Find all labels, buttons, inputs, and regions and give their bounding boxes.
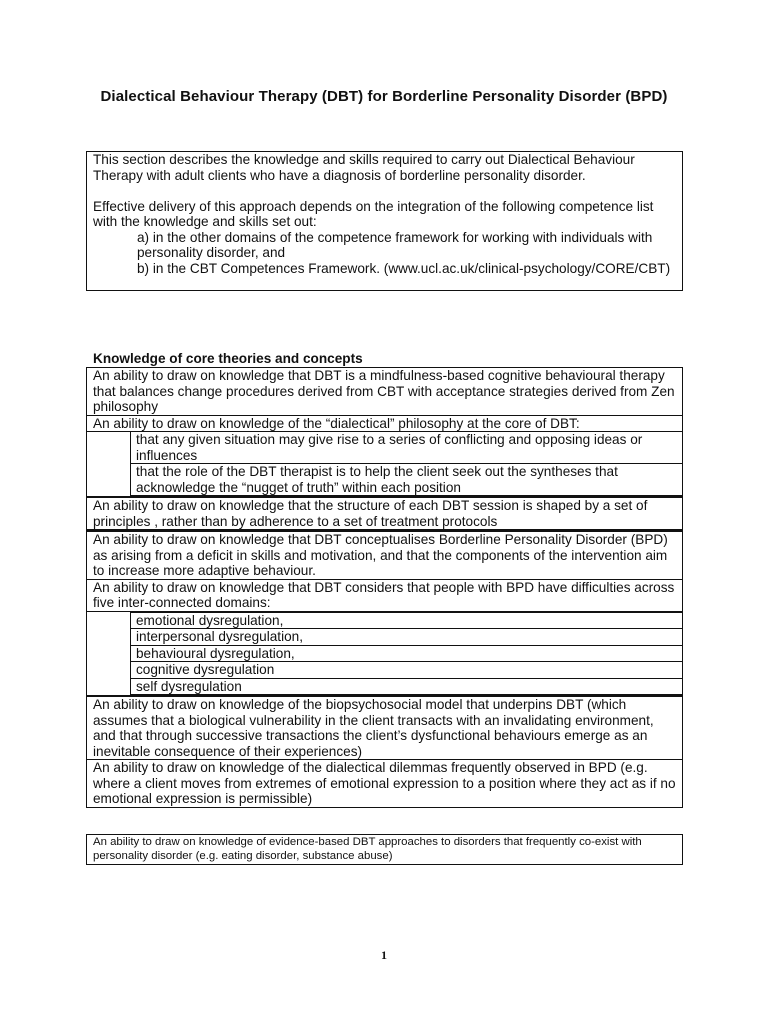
sub-item: cognitive dysregulation (130, 662, 683, 679)
document-title: Dialectical Behaviour Therapy (DBT) for Borderline Personality Disorder (BPD) (100, 88, 668, 105)
competence-row: An ability to draw on knowledge that DBT conceptualises Borderline Personality Disorder (BPD) as arising from a deficit in skills and motivation, and that the components of the intervention aim to increase more adaptive behaviour. (86, 530, 683, 580)
sub-item: emotional dysregulation, (130, 612, 683, 630)
competence-row: An ability to draw on knowledge of the dialectical dilemmas frequently observed in BPD (e.g. where a client moves from extremes of emotional expression to a position where they act as if no emotional expression is permissible) (86, 760, 683, 808)
dialectical-sublist (86, 432, 683, 496)
competence-table (86, 367, 683, 808)
spacer (93, 183, 676, 199)
sub-item: that any given situation may give rise to a series of conflicting and opposing ideas or influences (130, 432, 683, 464)
evidence-based-box: An ability to draw on knowledge of evidence-based DBT approaches to disorders that frequently co-exist with personality disorder (e.g. eating disorder, substance abuse) (86, 834, 683, 865)
indent-cell (86, 612, 130, 696)
competence-row: An ability to draw on knowledge that DBT considers that people with BPD have difficulties across five inter-connected domains: (86, 580, 683, 612)
intro-box (86, 151, 683, 291)
sub-item: that the role of the DBT therapist is to help the client seek out the syntheses that acknowledge the “nugget of truth” within each position (130, 464, 683, 496)
section-heading: Knowledge of core theories and concepts (93, 351, 363, 366)
intro-item-a: a) in the other domains of the competence framework for working with individuals with personality disorder, and (137, 229, 653, 260)
competence-row: An ability to draw on knowledge that the structure of each DBT session is shaped by a set of principles , rather than by adherence to a set of treatment protocols (86, 496, 683, 530)
intro-integration: Effective delivery of this approach depends on the integration of the following competence list with the knowledge and skills set out: (93, 198, 654, 229)
competence-row: An ability to draw on knowledge of the “dialectical” philosophy at the core of DBT: (86, 416, 683, 433)
indent-cell (86, 432, 130, 496)
intro-item-b: b) in the CBT Competences Framework. (www.ucl.ac.uk/clinical-psychology/CORE/CBT) (137, 260, 671, 276)
sub-item: self dysregulation (130, 679, 683, 696)
page-number: 1 (381, 948, 387, 962)
sub-item: interpersonal dysregulation, (130, 629, 683, 646)
competence-row: An ability to draw on knowledge of the biopsychosocial model that underpins DBT (which assumes that a biological vulnerability in the client transacts with an invalidating environment, and that through successive transactions the client’s dysfunctional behaviours emerge as an inevitable consequence of their experiences) (86, 695, 683, 760)
intro-description: This section describes the knowledge and skills required to carry out Dialectical Behaviour Therapy with adult clients who have a diagnosis of borderline personality disorder. (93, 152, 635, 183)
domains-sublist (86, 612, 683, 696)
sub-item: behavioural dysregulation, (130, 646, 683, 663)
competence-row: An ability to draw on knowledge that DBT is a mindfulness-based cognitive behavioural therapy that balances change procedures derived from CBT with acceptance strategies derived from Zen philosophy (86, 367, 683, 416)
